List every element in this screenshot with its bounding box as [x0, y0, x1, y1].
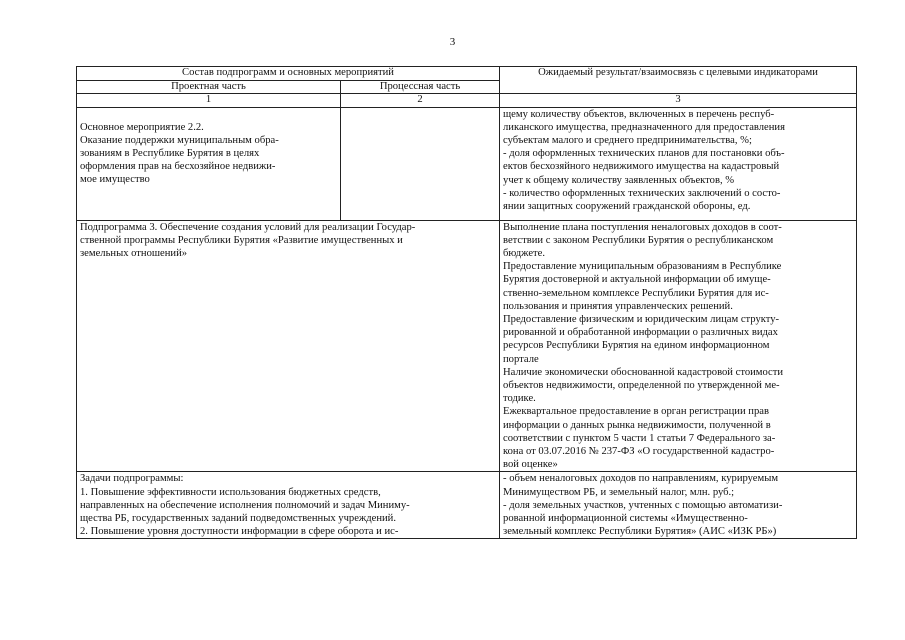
page-number: 3 [449, 36, 456, 48]
row1-right-line: янии защитных сооружений гражданской обороны, ед. [503, 200, 751, 212]
row2-right-line: вой оценке» [503, 459, 558, 471]
row2-right-line: Бурятия достоверной и актуальной информации об имуще- [503, 274, 771, 286]
row3-left-line: Задачи подпрограммы: [80, 473, 184, 485]
row2-right-line: Ежеквартальное предоставление в орган регистрации прав [503, 406, 769, 418]
row3-left-cell [77, 472, 500, 539]
row1-right-line: - доля оформленных технических планов для постановки объ- [503, 148, 785, 160]
row2-left-line: земельных отношений» [80, 247, 188, 259]
row1-left-line: Основное мероприятие 2.2. [80, 121, 204, 133]
row1-left-cell [77, 107, 341, 220]
row1-right-line: субъектам малого и среднего предпринимательства, %; [503, 134, 752, 146]
row2-right-line: кона от 03.07.2016 № 237-ФЗ «О государственной кадастро- [503, 445, 775, 457]
column-number-1: 1 [77, 94, 341, 108]
row3-right-cell [500, 472, 857, 539]
header-project-part: Проектная часть [77, 80, 341, 94]
row2-right-line: ственно-земельном комплексе Республики Бурятия для ис- [503, 287, 769, 299]
program-table [76, 66, 857, 539]
header-right-title: Ожидаемый результат/взаимосвязь с целевыми индикаторами [500, 67, 857, 94]
row2-right-line: соответствии с пунктом 5 части 1 статьи 7 Федерального за- [503, 432, 776, 444]
row2-right-line: тодике. [503, 393, 536, 405]
row2-right-line: ресурсов Республики Бурятия на едином информационном [503, 340, 770, 352]
row3-left-line: направленных на обеспечение исполнения полномочий и задач Миниму- [80, 499, 410, 511]
row1-right-line: учет к общему количеству заявленных объектов, % [503, 174, 735, 186]
header-row [77, 67, 857, 81]
row2-left-line: Подпрограмма 3. Обеспечение создания условий для реализации Государ- [80, 221, 416, 233]
row1-right-line: ликанского имущества, предназначенного для предоставления [503, 121, 785, 133]
row-main-activity-2-2 [77, 107, 857, 220]
row1-left-line: Оказание поддержки муниципальным обра- [80, 134, 279, 146]
row1-left-line: зованиям в Республике Бурятия в целях [80, 147, 260, 159]
row2-right-line: бюджете. [503, 247, 546, 259]
row2-left-cell [77, 220, 500, 472]
row1-right-cell [500, 107, 857, 220]
row2-right-line: Наличие экономически обоснованной кадастровой стоимости [503, 366, 784, 378]
column-number-2: 2 [341, 94, 500, 108]
row3-right-line: Минимуществом РБ, и земельный налог, млн. руб.; [503, 486, 735, 498]
row3-right-line: рованной информационной системы «Имущественно- [503, 512, 748, 524]
row1-right-line: ектов бесхозяйного недвижимого имущества на кадастровый [503, 161, 780, 173]
row3-left-line: щества РБ, государственных заданий подведомственных учреждений. [80, 512, 396, 524]
header-left-title: Состав подпрограмм и основных мероприятий [77, 67, 500, 81]
row1-right-line: щему количеству объектов, включенных в перечень респуб- [503, 108, 775, 120]
row-subprogram-tasks [77, 472, 857, 539]
row3-right-line: земельный комплекс Республики Бурятия» (АИС «ИЗК РБ») [503, 526, 777, 538]
row1-process-cell [341, 107, 500, 220]
header-process-part: Процессная часть [341, 80, 500, 94]
row2-right-line: объектов недвижимости, определенной по утвержденной ме- [503, 379, 780, 391]
row2-right-line: ветствии с законом Республики Бурятия о республиканском [503, 234, 774, 246]
row2-right-line: рированной и обработанной информации о различных видах [503, 327, 778, 339]
row2-right-line: портале [503, 353, 539, 365]
column-number-3: 3 [500, 94, 857, 108]
row3-left-line: 1. Повышение эффективности использования бюджетных средств, [80, 486, 381, 498]
row2-right-line: Предоставление муниципальным образованиям в Республике [503, 261, 782, 273]
row2-right-line: информации о данных рынка недвижимости, полученной в [503, 419, 771, 431]
row2-right-line: пользования и принятия управленческих решений. [503, 300, 733, 312]
row1-left-line: мое имущество [80, 174, 150, 186]
row3-right-line: - объем неналоговых доходов по направлениям, курируемым [503, 473, 779, 485]
row-subprogram-3 [77, 220, 857, 472]
row2-right-line: Предоставление физическим и юридическим лицам структу- [503, 313, 780, 325]
row1-left-line: оформления прав на бесхозяйное недвижи- [80, 161, 276, 173]
row2-left-line: ственной программы Республики Бурятия «Развитие имущественных и [80, 234, 403, 246]
column-number-row [77, 94, 857, 108]
row3-right-line: - доля земельных участков, учтенных с помощью автоматизи- [503, 499, 783, 511]
row2-right-line: Выполнение плана поступления неналоговых доходов в соот- [503, 221, 782, 233]
row3-left-line: 2. Повышение уровня доступности информации в сфере оборота и ис- [80, 526, 399, 538]
row1-right-line: - количество оформленных технических заключений о состо- [503, 187, 781, 199]
row2-right-cell [500, 220, 857, 472]
